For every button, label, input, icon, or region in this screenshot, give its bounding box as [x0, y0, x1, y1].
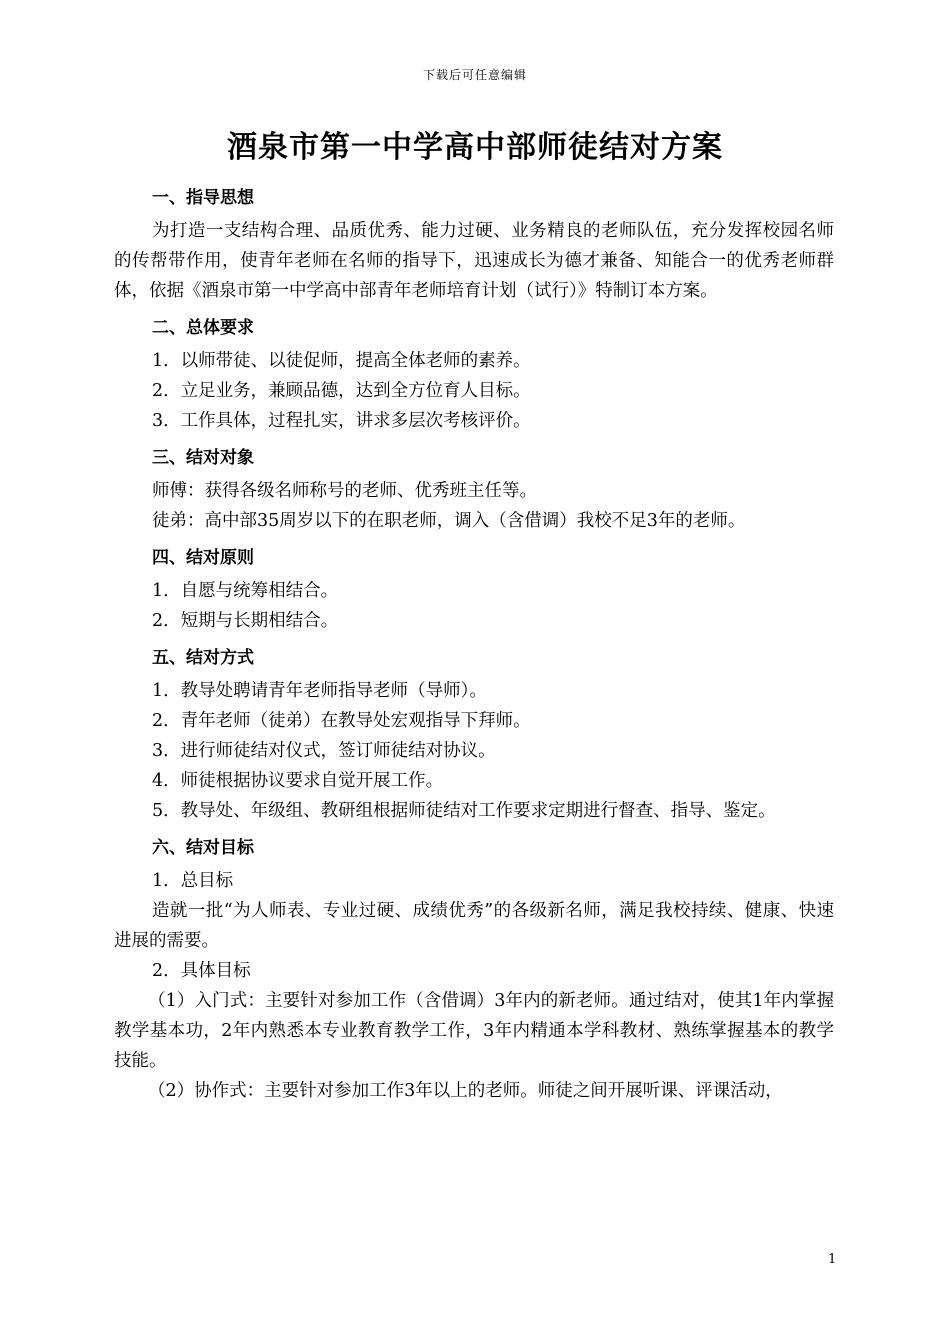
section-heading: 三、结对对象: [152, 448, 254, 468]
paragraph: （1）入门式：主要针对参加工作（含借调）3年内的新老师。通过结对，使其1年内掌握教学基本功，2年内熟悉本专业教育教学工作，3年内精通本学科教材、熟练掌握基本的教学技能。: [114, 991, 834, 1071]
section-heading: 四、结对原则: [152, 548, 254, 568]
page-number: 1: [828, 1252, 837, 1267]
paragraph: 造就一批“为人师表、专业过硬、成绩优秀”的各级新名师，满足我校持续、健康、快速进展的需要。: [114, 901, 834, 951]
list-item: 1．教导处聘请青年老师指导老师（导师）。: [152, 681, 487, 701]
section-heading: 五、结对方式: [152, 648, 254, 668]
list-item: 3．工作具体，过程扎实，讲求多层次考核评价。: [152, 411, 531, 431]
list-item: 4．师徒根据协议要求自觉开展工作。: [152, 771, 444, 791]
list-item: 1．以师带徒、以徒促师，提高全体老师的素养。: [152, 351, 531, 371]
section-heading: 二、总体要求: [152, 318, 254, 338]
list-item: 师傅：获得各级名师称号的老师、优秀班主任等。: [152, 481, 537, 501]
list-item: 3．进行师徒结对仪式，签订师徒结对协议。: [152, 741, 496, 761]
subheading: 2．具体目标: [152, 961, 251, 981]
list-item: 徒弟：高中部35周岁以下的在职老师，调入（含借调）我校不足3年的老师。: [152, 511, 746, 531]
section-heading: 一、指导思想: [152, 188, 254, 208]
paragraph: （2）协作式：主要针对参加工作3年以上的老师。师徒之间开展听课、评课活动，: [148, 1081, 783, 1101]
list-item: 2．立足业务，兼顾品德，达到全方位育人目标。: [152, 381, 531, 401]
document-body: [114, 183, 834, 1106]
page-header: 下载后可任意编辑: [422, 68, 527, 82]
section-heading: 六、结对目标: [152, 838, 254, 858]
list-item: 2．青年老师（徒弟）在教导处宏观指导下拜师。: [152, 711, 531, 731]
subheading: 1．总目标: [152, 871, 234, 891]
document-title: 酒泉市第一中学高中部师徒结对方案: [227, 130, 723, 165]
list-item: 1．自愿与统筹相结合。: [152, 581, 339, 601]
list-item: 5．教导处、年级组、教研组根据师徒结对工作要求定期进行督查、指导、鉴定。: [152, 801, 776, 821]
paragraph: 为打造一支结构合理、品质优秀、能力过硬、业务精良的老师队伍，充分发挥校园名师的传帮带作用，使青年老师在名师的指导下，迅速成长为德才兼备、知能合一的优秀老师群体，依据《酒泉市第一中学高中部青年老师培育计划（试行）》特制订本方案。: [114, 221, 834, 301]
list-item: 2．短期与长期相结合。: [152, 611, 339, 631]
